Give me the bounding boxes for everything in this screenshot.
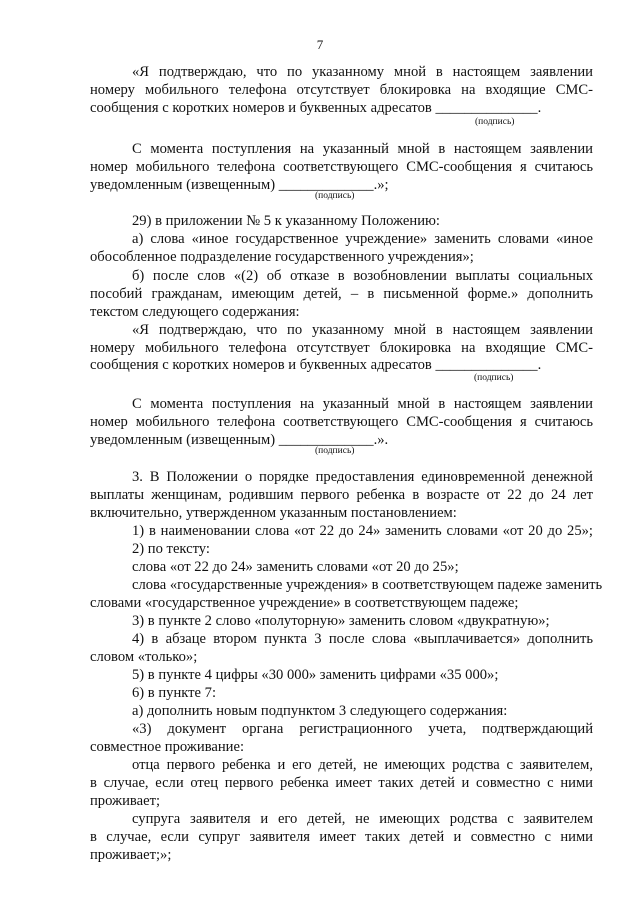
paragraph-line: 5) в пункте 4 цифры «30 000» заменить цифрами «35 000»; [132, 667, 499, 683]
paragraph-line: обособленное подразделение государственного учреждения»; [90, 249, 474, 265]
paragraph-line: совместное проживание: [90, 739, 245, 755]
paragraph-line: сообщения с коротких номеров и буквенных адресатов ______________. [90, 100, 542, 116]
paragraph-line: слова «государственные учреждения» в соответствующем падеже заменить [132, 577, 603, 593]
paragraph-line: 29) в приложении № 5 к указанному Положению: [132, 213, 440, 229]
paragraph-line: 3) в пункте 2 слово «полуторную» заменить словом «двукратную»; [132, 613, 550, 629]
paragraph-line: включительно, утвержденном указанным постановлением: [90, 505, 457, 521]
paragraph-line: выплаты женщинам, родившим первого ребенка в возрасте от 22 до 24 лет [90, 487, 593, 503]
paragraph-line: словом «только»; [90, 649, 198, 665]
paragraph-line: а) дополнить новым подпунктом 3 следующего содержания: [132, 703, 508, 719]
paragraph-line: номер мобильного телефона соответствующего СМС-сообщения я считаюсь [90, 159, 593, 175]
paragraph-line: сообщения с коротких номеров и буквенных адресатов ______________. [90, 357, 542, 373]
paragraph-line: в случае, если отец первого ребенка имеет таких детей и совместно с ними [90, 775, 593, 791]
paragraph-line: в случае, если супруг заявителя имеет таких детей и совместно с ними [90, 829, 593, 845]
paragraph-line: б) после слов «(2) об отказе в возобновлении выплаты социальных [132, 268, 593, 284]
paragraph-line: «Я подтверждаю, что по указанному мной в настоящем заявлении [132, 322, 593, 338]
page-number: 7 [316, 37, 324, 52]
paragraph-line: слова «от 22 до 24» заменить словами «от 20 до 25»; [132, 559, 459, 575]
paragraph-line: номеру мобильного телефона отсутствует блокировка на входящие СМС- [90, 82, 593, 98]
paragraph-line: уведомленным (извещенным) _____________.». [90, 432, 389, 448]
signature-caption: (подпись) [315, 191, 355, 201]
paragraph-line: «Я подтверждаю, что по указанному мной в настоящем заявлении [132, 64, 593, 80]
signature-caption: (подпись) [315, 446, 355, 456]
paragraph-line: 6) в пункте 7: [132, 685, 217, 701]
paragraph-line: номер мобильного телефона соответствующего СМС-сообщения я считаюсь [90, 414, 593, 430]
paragraph-line: 4) в абзаце втором пункта 3 после слова «выплачивается» дополнить [132, 631, 593, 647]
paragraph-line: 2) по тексту: [132, 541, 210, 557]
paragraph-line: проживает;»; [90, 847, 172, 863]
paragraph-line: номеру мобильного телефона отсутствует блокировка на входящие СМС- [90, 340, 593, 356]
paragraph-line: уведомленным (извещенным) _____________.»; [90, 177, 389, 193]
paragraph-line: супруга заявителя и его детей, не имеющих родства с заявителем [132, 811, 593, 827]
paragraph-line: отца первого ребенка и его детей, не имеющих родства с заявителем, [132, 757, 593, 773]
signature-caption: (подпись) [474, 373, 514, 383]
paragraph-line: текстом следующего содержания: [90, 304, 300, 320]
paragraph-line: С момента поступления на указанный мной в настоящем заявлении [132, 141, 593, 157]
paragraph-line: 1) в наименовании слова «от 22 до 24» заменить словами «от 20 до 25»; [132, 523, 593, 539]
paragraph-line: а) слова «иное государственное учреждение» заменить словами «иное [132, 231, 593, 247]
signature-caption: (подпись) [475, 117, 515, 127]
paragraph-line: 3. В Положении о порядке предоставления единовременной денежной [132, 469, 593, 485]
paragraph-line: С момента поступления на указанный мной в настоящем заявлении [132, 396, 593, 412]
paragraph-line: пособий гражданам, имеющим детей, – в письменной форме.» дополнить [90, 286, 593, 302]
paragraph-line: «3) документ органа регистрационного учета, подтверждающий [132, 721, 593, 737]
paragraph-line: словами «государственное учреждение» в соответствующем падеже; [90, 595, 519, 611]
paragraph-line: проживает; [90, 793, 161, 809]
